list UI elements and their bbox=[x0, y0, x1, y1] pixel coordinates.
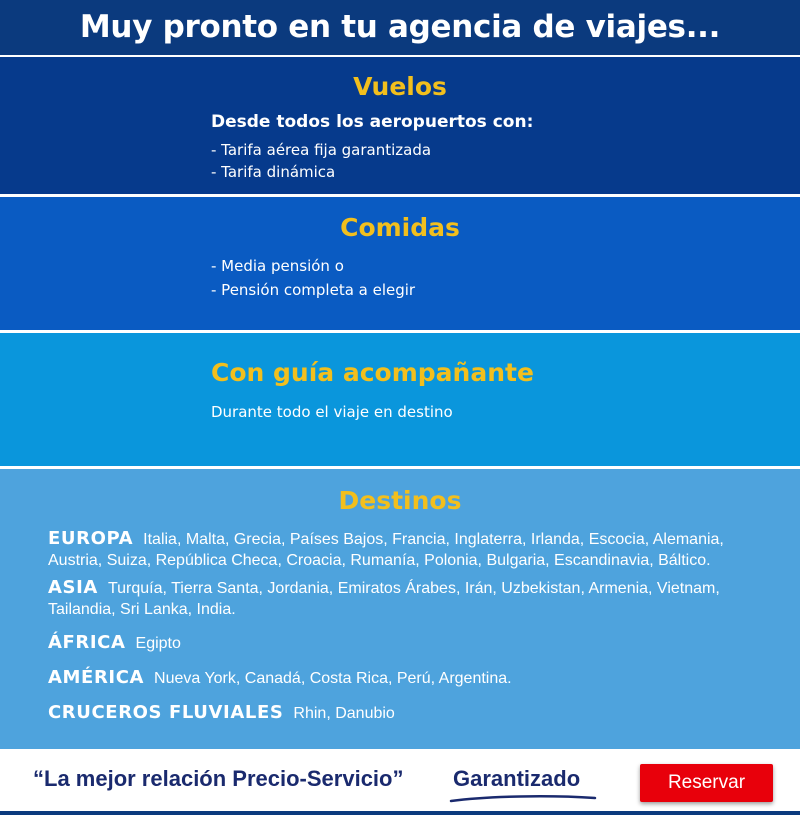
region-asia bbox=[48, 578, 768, 620]
region-cruceros bbox=[48, 703, 768, 724]
region-name: ÁFRICA bbox=[48, 632, 126, 653]
swoosh-underline-icon bbox=[449, 794, 597, 804]
vuelos-item-1: - Tarifa aérea fija garantizada bbox=[211, 141, 432, 159]
vuelos-item-2: - Tarifa dinámica bbox=[211, 163, 336, 181]
guia-text: Durante todo el viaje en destino bbox=[211, 403, 453, 421]
page-title: Muy pronto en tu agencia de viajes... bbox=[79, 9, 721, 45]
section-comidas bbox=[0, 197, 800, 330]
section-destinos bbox=[0, 469, 800, 749]
region-countries: Rhin, Danubio bbox=[293, 705, 395, 722]
region-countries: Turquía, Tierra Santa, Jordania, Emiratos Árabes, Irán, Uzbekistan, Armenia, Vietnam, Tailandia, Sri Lanka, India. bbox=[48, 580, 720, 618]
footer bbox=[0, 749, 800, 811]
reservar-button[interactable]: Reservar bbox=[640, 764, 773, 802]
comidas-item-1: - Media pensión o bbox=[211, 257, 344, 275]
region-name: CRUCEROS FLUVIALES bbox=[48, 702, 284, 723]
region-name: ASIA bbox=[48, 577, 98, 598]
region-europa bbox=[48, 529, 768, 571]
comidas-title: Comidas bbox=[340, 213, 460, 242]
slogan: “La mejor relación Precio-Servicio” bbox=[33, 766, 404, 791]
section-guia bbox=[0, 333, 800, 466]
comidas-item-2: - Pensión completa a elegir bbox=[211, 281, 416, 299]
region-name: EUROPA bbox=[48, 528, 134, 549]
destinos-title: Destinos bbox=[338, 486, 462, 515]
region-countries: Italia, Malta, Grecia, Países Bajos, Francia, Inglaterra, Irlanda, Escocia, Alemania, Austria, Suiza, República Checa, Croacia, Rumanía, Polonia, Bulgaria, Escandinavia, Báltico. bbox=[48, 531, 724, 569]
vuelos-title: Vuelos bbox=[353, 72, 447, 101]
guia-title: Con guía acompañante bbox=[211, 358, 534, 387]
guarantee-label: Garantizado bbox=[453, 766, 581, 791]
region-america bbox=[48, 668, 768, 689]
region-countries: Nueva York, Canadá, Costa Rica, Perú, Argentina. bbox=[154, 670, 512, 687]
section-vuelos bbox=[0, 57, 800, 194]
region-countries: Egipto bbox=[135, 635, 181, 652]
bottom-border bbox=[0, 811, 800, 815]
region-africa bbox=[48, 633, 768, 654]
banner-header bbox=[0, 0, 800, 55]
region-name: AMÉRICA bbox=[48, 667, 145, 688]
vuelos-subtitle: Desde todos los aeropuertos con: bbox=[211, 112, 534, 132]
